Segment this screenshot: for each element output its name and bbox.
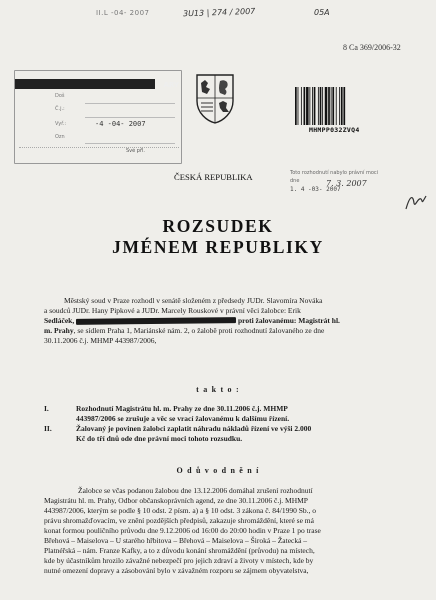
coat-of-arms-icon — [193, 71, 237, 125]
reason-line: Žalobce se včas podanou žalobou dne 13.12.2006 domáhal zrušení rozhodnutí — [78, 486, 313, 495]
stamp-date: -4 -04- 2007 — [95, 120, 146, 128]
intro-line: a soudců JUDr. Hany Pipkové a JUDr. Marcely Rouskové v právní věci žalobce: Erik — [44, 306, 301, 315]
intro-line: m. Prahy, se sídlem Praha 1, Mariánské nám. 2, o žalobě proti rozhodnutí žalovaného ze dne — [44, 326, 325, 335]
intro-line: Městský soud v Praze rozhodl v senátě složeném z předsedy JUDr. Slavomíra Nováka — [64, 296, 323, 305]
country-heading: ČESKÁ REPUBLIKA — [174, 172, 253, 182]
stamp-row-label: Doš — [55, 93, 65, 99]
handwritten-reference: 3U13 | 274 / 2007 — [182, 6, 256, 19]
stamp-date: 1. 4 -03- 2007 — [290, 186, 341, 193]
document-subtitle: JMÉNEM REPUBLIKY — [112, 237, 324, 257]
reason-line: Magistrátu hl. m. Prahy, Odbor občanskoprávních agend, ze dne 30.11.2006 č.j. MHMP — [44, 496, 308, 505]
stamp-line: dne — [290, 178, 300, 184]
case-number: 8 Ca 369/2006-32 — [343, 43, 401, 52]
signature-mark — [404, 193, 428, 211]
stamp-row-label: Č.j.: — [55, 106, 65, 112]
plaintiff-name: Sedláček, — [44, 316, 75, 325]
intro-line-tail: proti žalovanému: Magistrát hl. — [237, 316, 340, 325]
verdict-number: I. — [44, 404, 49, 413]
verdict-line: 443987/2006 se zrušuje a věc se vrací žalovanému k dalšímu řízení. — [76, 414, 290, 423]
reason-line: právu shromažďovacím, ve znění pozdějších předpisů, zakazuje shromáždění, které se má — [44, 516, 314, 525]
stamp-row-label: Vyř.: — [55, 121, 67, 127]
intro-line — [44, 316, 340, 326]
intro-line: 30.11.2006 č.j. MHMP 443987/2006, — [44, 336, 157, 345]
stamp-header: ARY — [163, 81, 179, 89]
received-stamp — [14, 70, 182, 164]
stamp-row-label: Ozn — [55, 134, 65, 140]
reason-line: kde by účastníkům hrozilo závažné nebezpečí pro jejich zdraví a životy v místech, kde by — [44, 556, 314, 565]
oduvodneni-heading: O d ů v o d n ě n í — [176, 466, 260, 475]
legal-force-stamp — [290, 170, 400, 200]
verdict-line: Žalovaný je povinen žalobci zaplatit náhradu nákladů řízení ve výši 2.000 — [76, 424, 312, 433]
handwritten-date: 7. 3. 2007 — [326, 179, 367, 188]
reason-line: nutné omezení dopravy a zásobování bylo v závažném rozporu se zájmem obyvatelstva, — [44, 566, 309, 575]
reason-line: konat formou pouličního průvodu dne 9.12.2006 od 16:00 do 20:00 hodin v Praze 1 po trase — [44, 526, 321, 535]
stamp-footer: Své přl. — [126, 148, 146, 154]
handwritten-date-top: II.L -04- 2007 — [96, 9, 150, 17]
reason-line: 443987/2006, kterým se podle § 10 odst. 2 písm. a) a § 10 odst. 3 zákona č. 84/1990 Sb., o — [44, 506, 317, 515]
verdict-number: II. — [44, 424, 52, 433]
takto-heading: t a k t o : — [196, 385, 240, 394]
stamp-line: Toto rozhodnutí nabylo právní moci — [290, 170, 379, 176]
redaction-bar — [76, 317, 236, 325]
intro-line-rest: , se sídlem Praha 1, Mariánské nám. 2, o žalobě proti rozhodnutí žalovaného ze dne — [73, 326, 325, 335]
reason-line: Platnéřská – nám. Franze Kafky, a to z důvodu konání shromáždění (průvodu) na místech, — [44, 546, 315, 555]
handwritten-code: 05A — [314, 8, 330, 17]
verdict-line: Kč do tří dnů ode dne právní moci tohoto rozsudku. — [76, 434, 243, 443]
barcode — [294, 87, 364, 125]
document-title: ROZSUDEK — [162, 216, 274, 236]
verdict-line: Rozhodnutí Magistrátu hl. m. Prahy ze dne 30.11.2006 č.j. MHMP — [76, 404, 288, 413]
barcode-text: MHMPP032ZVQ4 — [309, 126, 360, 134]
reason-line: Břehová – Maiselova – U starého hřbitova – Břehová – Maiselova – Široká – Žatecká – — [44, 536, 308, 545]
